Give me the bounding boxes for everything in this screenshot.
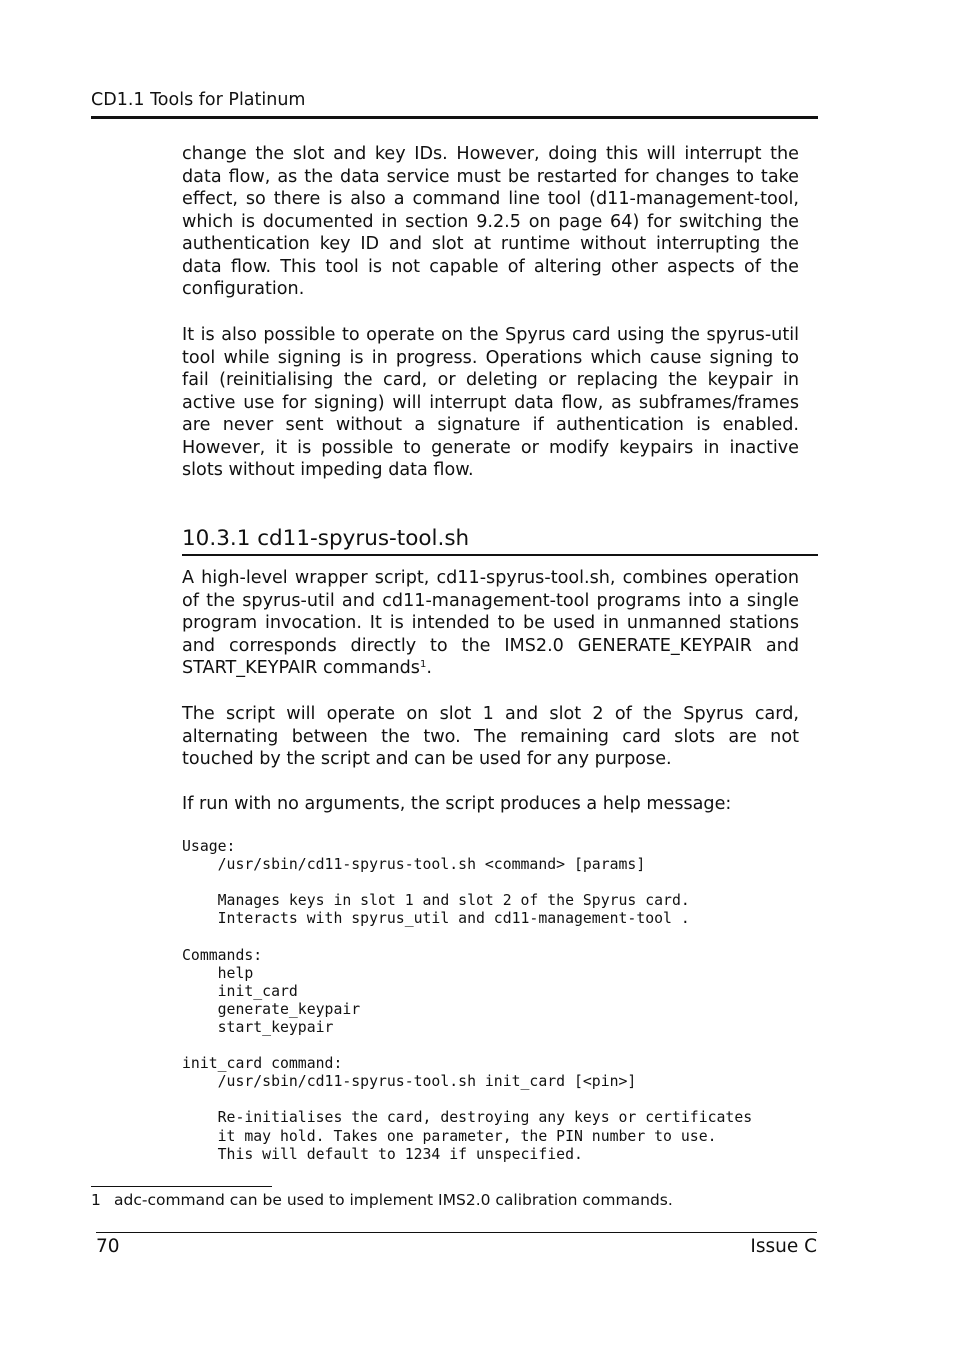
paragraph-4-text: The script will operate on slot 1 and slot 2 of the Spyrus card, alternating between the two. The remaining card slots are not touched by the script and can be used for any purpose. <box>182 704 799 769</box>
paragraph-2-text: It is also possible to operate on the Spyrus card using the spyrus-util tool while signing is in progress. Operations which cause signing to fail (reinitialising the card, or deleting or replacing the keypair in active use for signing) will interrupt data flow, as subframes/frames are never sent without a signature if authentication is enabled. However, it is possible to generate or modify keypairs in inactive slots without impeding data flow. <box>182 325 799 480</box>
footnote-text: adc-command can be used to implement IMS2.0 calibration commands. <box>114 1191 673 1209</box>
paragraph-4 <box>182 703 799 771</box>
paragraph-1-text: change the slot and key IDs. However, doing this will interrupt the data flow, as the data service must be restarted for changes to take effect, so there is also a command line tool (d11-management-tool, which is documented in section 9.2.5 on page 64) for switching the authentication key ID and slot at runtime without interrupting the data flow. This tool is not capable of altering other aspects of the configuration. <box>182 144 799 299</box>
paragraph-3-text <box>182 567 799 680</box>
footer-rule <box>96 1232 817 1233</box>
paragraph-5-text: If run with no arguments, the script produces a help message: <box>182 794 732 814</box>
footnote <box>91 1191 673 1209</box>
footnote-rule <box>91 1186 272 1187</box>
paragraph-3 <box>182 567 799 680</box>
section-rule <box>182 554 818 556</box>
help-message-code: Usage: /usr/sbin/cd11-spyrus-tool.sh <command> [params] Manages keys in slot 1 and slot 2 of the Spyrus card. Interacts with spyrus_util and cd11-management-tool . Commands: help init_card generate_keypair start_keypair init_card command: /usr/sbin/cd11-spyrus-tool.sh init_card [<pin>] Re-initialises the card, destroying any keys or certificates it may hold. Takes one parameter, the PIN number to use. This will default to 1234 if unspecified. <box>182 838 753 1163</box>
footnote-number: 1 <box>91 1191 101 1209</box>
section-heading: 10.3.1 cd11-spyrus-tool.sh <box>182 526 470 551</box>
header-rule <box>91 116 818 119</box>
issue-label: Issue C <box>750 1236 817 1257</box>
page-number: 70 <box>96 1236 120 1257</box>
paragraph-3-end: . <box>426 658 432 678</box>
paragraph-3-main: A high-level wrapper script, cd11-spyrus-tool.sh, combines operation of the spyrus-util and cd11-management-tool programs into a single program invocation. It is intended to be used in unmanned stations and corresponds directly to the IMS2.0 GENERATE_KEYPAIR and START_KEYPAIR commands <box>182 568 799 678</box>
running-title: CD1.1 Tools for Platinum <box>91 90 306 110</box>
paragraph-5 <box>182 793 799 816</box>
footnote-ref[interactable]: 1 <box>419 659 427 670</box>
paragraph-1 <box>182 143 799 301</box>
paragraph-2 <box>182 324 799 482</box>
